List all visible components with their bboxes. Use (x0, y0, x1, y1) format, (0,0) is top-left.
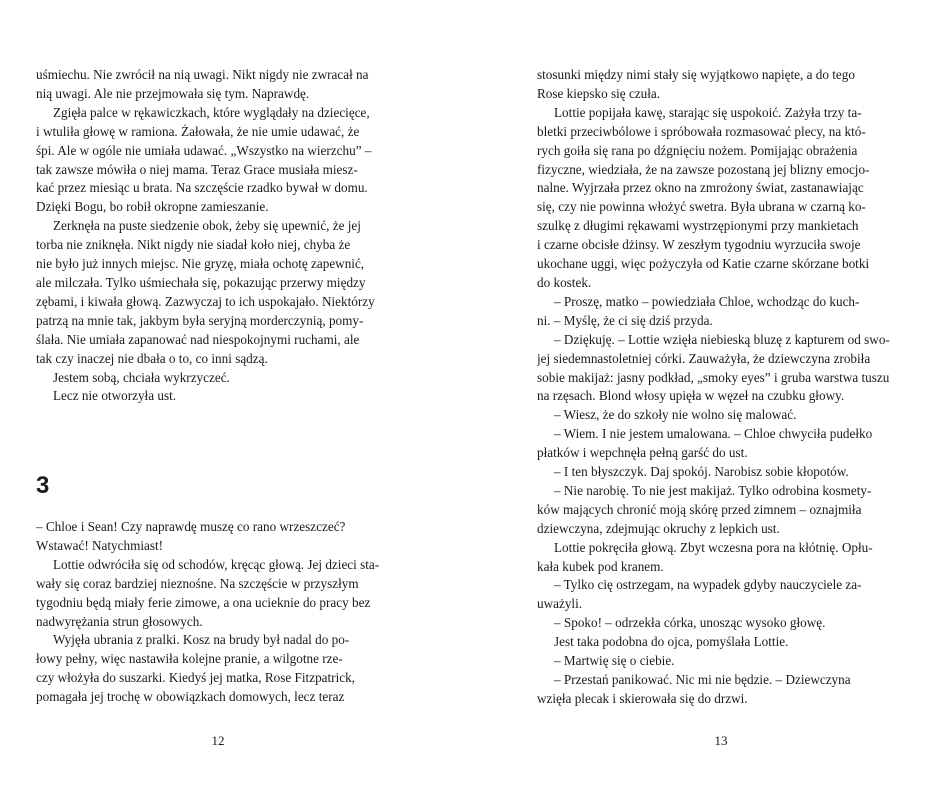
right-page (537, 0, 905, 788)
chapter-number: 3 (36, 472, 50, 499)
text-line: nalne. Wyjrzała przez okno na zmrożony świat, zastanawiając (537, 180, 864, 196)
text-line: stosunki między nimi stały się wyjątkowo napięte, a do tego (537, 67, 855, 82)
text-line: dziewczyna, zdejmując okruchy z lepkich ust. (537, 520, 780, 536)
text-line: łowy pełny, więc nastawiła kolejne pranie, a wilgotne rze- (36, 651, 343, 667)
text-line: Jest taka podobna do ojca, pomyślała Lottie. (554, 634, 789, 650)
text-line: Lottie popijała kawę, starając się uspokoić. Zażyła trzy ta- (554, 104, 862, 120)
text-line: pomagała jej trochę w obowiązkach domowych, lecz teraz (36, 689, 345, 705)
text-line: uważyli. (537, 596, 583, 612)
text-line: Zgięła palce w rękawiczkach, które wyglądały na dziecięce, (53, 104, 370, 120)
text-line: i czarne obcisłe dżinsy. W zeszłym tygodniu wyrzuciła swoje (537, 237, 861, 253)
text-line: płatków i wepchnęła pełną garść do ust. (537, 445, 748, 461)
text-line: zębami, i kiwała głową. Zazwyczaj to ich uspokajało. Niektórzy (36, 293, 375, 309)
text-line: tygodniu będą miały ferie zimowe, a ona ucieknie do pracy bez (36, 594, 371, 610)
left-page-text-top (36, 66, 400, 406)
text-line: Wyjęła ubrania z pralki. Kosz na brudy był nadal do po- (53, 632, 350, 648)
text-line: czy włożyła do suszarki. Kiedyś jej matka, Rose Fitzpatrick, (36, 670, 355, 686)
text-line: ale milczała. Tylko uśmiechała się, pokazując przerwy między (36, 274, 366, 290)
text-line: Wstawać! Natychmiast! (36, 537, 164, 553)
text-line: nadwyrężania strun głosowych. (36, 613, 203, 629)
text-line: do kostek. (537, 274, 592, 290)
text-line: tak czy inaczej nie dbała o to, co inni sądzą. (36, 350, 268, 366)
text-line: nią uwagi. Ale nie przejmowała się tym. Naprawdę. (36, 85, 310, 101)
text-line: Lottie pokręciła głową. Zbyt wczesna pora na kłótnię. Opłu- (554, 539, 873, 555)
text-line: Dzięki Bogu, bo robił okropne zamieszanie. (36, 199, 269, 215)
text-line: – Nie narobię. To nie jest makijaż. Tylko odrobina kosmety- (554, 482, 872, 498)
text-line: szulkę z długimi rękawami wystrzępionymi przy mankietach (537, 218, 859, 234)
text-line: ków mających chronić moją skórę przed zimnem – oznajmiła (537, 501, 862, 517)
text-line: na rzęsach. Blond włosy upięła w węzeł na czubku głowy. (537, 388, 845, 404)
text-line: – Dziękuję. – Lottie wzięła niebieską bluzę z kapturem od swo- (554, 331, 890, 347)
page-number-left: 12 (211, 733, 225, 748)
text-line: kać przez miesiąc u brata. Na szczęście rzadko bywał w domu. (36, 180, 368, 196)
text-line: nie było już innych miejsc. Nie gryzę, miała ochotę zapewnić, (36, 256, 365, 272)
text-line: Rose kiepsko się czuła. (537, 85, 661, 101)
text-line: tak zawsze mówiła o niej mama. Teraz Grace musiała miesz- (36, 161, 358, 177)
text-line: – Wiesz, że do szkoły nie wolno się malować. (554, 407, 797, 423)
text-line: patrzą na mnie tak, jakbym była seryjną morderczynią, pomy- (36, 312, 364, 328)
text-line: jej siedemnastoletniej córki. Zauważyła, że dziewczyna zrobiła (537, 350, 871, 366)
text-line: – Chloe i Sean! Czy naprawdę muszę co rano wrzeszczeć? (36, 519, 346, 534)
text-line: ślała. Nie umiała zapanować nad niespokojnymi ruchami, ale (36, 331, 360, 347)
text-line: torba nie zniknęła. Nikt nigdy nie siadał koło niej, chyba że (36, 237, 351, 253)
text-line: fizyczne, wiedziała, że na zawsze pozostaną jej blizny emocjo- (537, 161, 870, 177)
text-line: rych goiła się rana po dźgnięciu nożem. Pomijając obrażenia (537, 142, 858, 158)
text-line: – Spoko! – odrzekła córka, unosząc wysoko głowę. (554, 615, 826, 631)
text-line: sobie makijaż: jasny podkład, „smoky eyes” i gruba warstwa tuszu (537, 369, 890, 385)
text-line: kała kubek pod kranem. (537, 558, 664, 574)
left-page-text-bottom (36, 518, 400, 707)
text-line: ni. – Myślę, że ci się dziś przyda. (537, 312, 713, 328)
text-line: – I ten błyszczyk. Daj spokój. Narobisz sobie kłopotów. (554, 464, 849, 480)
text-line: Lottie odwróciła się od schodów, kręcąc głową. Jej dzieci sta- (53, 556, 380, 572)
text-line: śpi. Ale w ogóle nie umiała udawać. „Wszystko na wierzchu” – (36, 142, 372, 158)
text-line: Jestem sobą, chciała wykrzyczeć. (53, 369, 230, 385)
text-line: – Tylko cię ostrzegam, na wypadek gdyby nauczyciele za- (554, 577, 862, 593)
text-line: uśmiechu. Nie zwrócił na nią uwagi. Nikt nigdy nie zwracał na (36, 67, 369, 82)
text-line: wały się coraz bardziej nieznośne. Na szczęście w przyszłym (36, 575, 359, 591)
text-line: – Wiem. I nie jestem umalowana. – Chloe chwyciła pudełko (554, 426, 873, 442)
text-line: Zerknęła na puste siedzenie obok, żeby się upewnić, że jej (53, 218, 361, 234)
text-line: wzięła plecak i skierowała się do drzwi. (537, 690, 748, 706)
text-line: ukochane uggi, więc pożyczyła od Katie czarne skórzane botki (537, 256, 870, 272)
left-page (36, 0, 400, 788)
text-line: i wtuliła głowę w ramiona. Żałowała, że nie umie udawać, że (36, 123, 360, 139)
text-line: – Martwię się o ciebie. (554, 653, 675, 669)
page-number-right: 13 (714, 733, 728, 748)
right-page-text (537, 66, 905, 709)
text-line: się, czy nie powinna włożyć swetra. Była ubrana w czarną ko- (537, 199, 866, 215)
text-line: Lecz nie otworzyła ust. (53, 388, 177, 404)
text-line: – Przestań panikować. Nic mi nie będzie. – Dziewczyna (554, 672, 851, 687)
text-line: – Proszę, matko – powiedziała Chloe, wchodząc do kuch- (554, 293, 860, 309)
text-line: bletki przeciwbólowe i spróbowała rozmasować plecy, na któ- (537, 123, 866, 139)
